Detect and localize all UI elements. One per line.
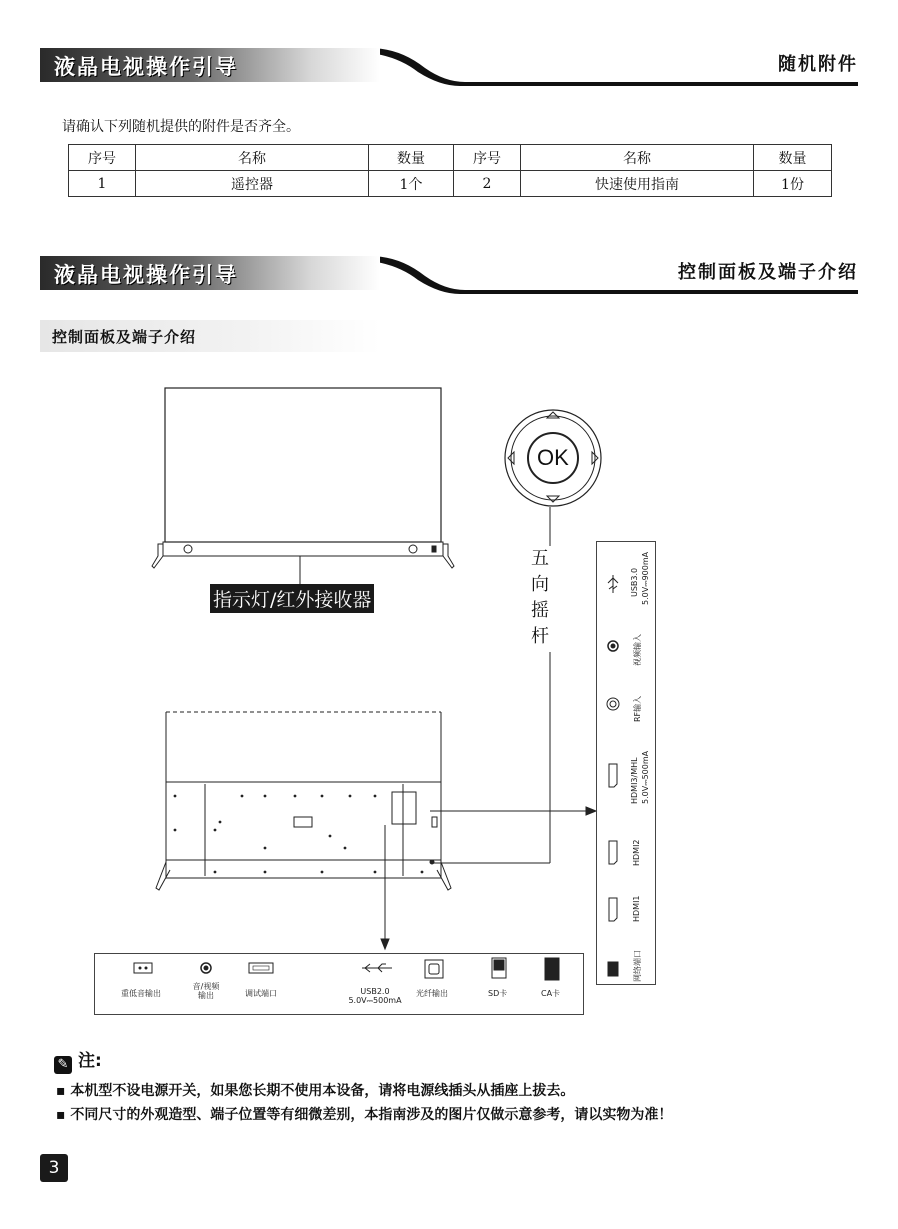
subheader-title: 控制面板及端子介绍 <box>52 328 197 346</box>
tv-front-foot-left <box>152 544 163 568</box>
joystick-label-char: 五 <box>531 548 549 569</box>
ethernet-label: 网络端口 <box>633 950 642 982</box>
table-header: 序号 <box>454 145 521 171</box>
tv-back-foot-right <box>437 862 451 890</box>
subwoofer-label: 重低音输出 <box>121 989 161 998</box>
hdmi2-label: HDMI2 <box>632 839 641 866</box>
table-header: 名称 <box>136 145 369 171</box>
tv-back-sides <box>166 712 441 860</box>
table-header: 数量 <box>754 145 832 171</box>
hdmi1-label: HDMI1 <box>632 895 641 922</box>
joystick-label-char: 摇 <box>531 600 549 621</box>
tv-front-bar <box>163 542 443 556</box>
tv-back-bottom <box>166 860 441 878</box>
hdmi3-spec: 5.0V⎓500mA <box>641 750 650 804</box>
header-right-title: 随机附件 <box>778 54 858 75</box>
note-item: ▪ 不同尺寸的外观造型、端子位置等有细微差别，本指南涉及的图片仅做示意参考，请以实物为准！ <box>56 1107 673 1123</box>
table-header: 序号 <box>69 145 136 171</box>
tv-back-screws <box>174 795 424 874</box>
pencil-icon: ✎ <box>54 1056 72 1074</box>
table-cell: 快速使用指南 <box>521 171 754 197</box>
tv-back-foot-left <box>156 862 170 890</box>
tv-front-screen <box>165 388 441 542</box>
side-port-arrow <box>586 807 596 815</box>
bottom-port-panel <box>94 953 584 1015</box>
tv-front-hole <box>184 545 192 553</box>
joystick-up-arrow <box>547 412 559 418</box>
usb2-label-line1: USB2.0 <box>360 987 390 996</box>
tv-back-side-port <box>432 817 437 827</box>
ok-label: OK <box>537 445 569 470</box>
usb3-spec: 5.0V⎓900mA <box>641 551 650 605</box>
page-number: 3 <box>40 1154 68 1182</box>
joystick-label <box>528 546 552 650</box>
tv-front-hole <box>409 545 417 553</box>
joystick-position <box>430 860 434 864</box>
table-cell: 1份 <box>754 171 832 197</box>
note-item: ▪ 本机型不设电源开关，如果您长期不使用本设备，请将电源线插头从插座上拔去。 <box>56 1083 575 1099</box>
ca-card-label: CA卡 <box>541 989 561 998</box>
notes-heading <box>54 1046 102 1074</box>
table-header: 数量 <box>369 145 454 171</box>
joystick-label-char: 向 <box>531 574 549 595</box>
hdmi3-label: HDMI3/MHL <box>630 757 639 804</box>
table-header: 名称 <box>521 145 754 171</box>
tv-back-cover <box>166 782 441 860</box>
intro-text: 请确认下列随机提供的附件是否齐全。 <box>62 119 300 135</box>
av-out-label-line1: 音/视频 <box>192 982 220 991</box>
table-cell: 遥控器 <box>136 171 369 197</box>
usb3-label: USB3.0 <box>630 567 639 597</box>
video-in-label: 视频输入 <box>633 634 642 666</box>
av-out-label <box>189 982 223 1000</box>
joystick-label-char: 杆 <box>531 626 549 647</box>
notes-title: 注: <box>78 1051 102 1071</box>
indicator-label: 指示灯/红外接收器 <box>210 584 374 613</box>
av-out-label-line2: 输出 <box>198 991 214 1000</box>
table-cell: 2 <box>454 171 521 197</box>
tv-front-foot-right <box>443 544 454 568</box>
table-cell: 1个 <box>369 171 454 197</box>
debug-label: 调试端口 <box>245 989 277 998</box>
optical-label: 光纤输出 <box>416 989 448 998</box>
sd-card-label: SD卡 <box>488 989 508 998</box>
bottom-port-arrow <box>381 939 389 949</box>
table-cell: 1 <box>69 171 136 197</box>
rf-in-label: RF输入 <box>633 695 642 722</box>
tv-back-label <box>294 817 312 827</box>
joystick-down-arrow <box>547 496 559 502</box>
header-title: 液晶电视操作引导 <box>54 55 238 79</box>
usb2-label <box>340 987 410 1005</box>
tv-indicator <box>432 546 436 552</box>
usb2-label-line2: 5.0V⎓500mA <box>348 996 402 1005</box>
header-right-title: 控制面板及端子介绍 <box>678 262 858 283</box>
tv-back-port-block <box>392 792 416 824</box>
header-title: 液晶电视操作引导 <box>54 263 238 287</box>
